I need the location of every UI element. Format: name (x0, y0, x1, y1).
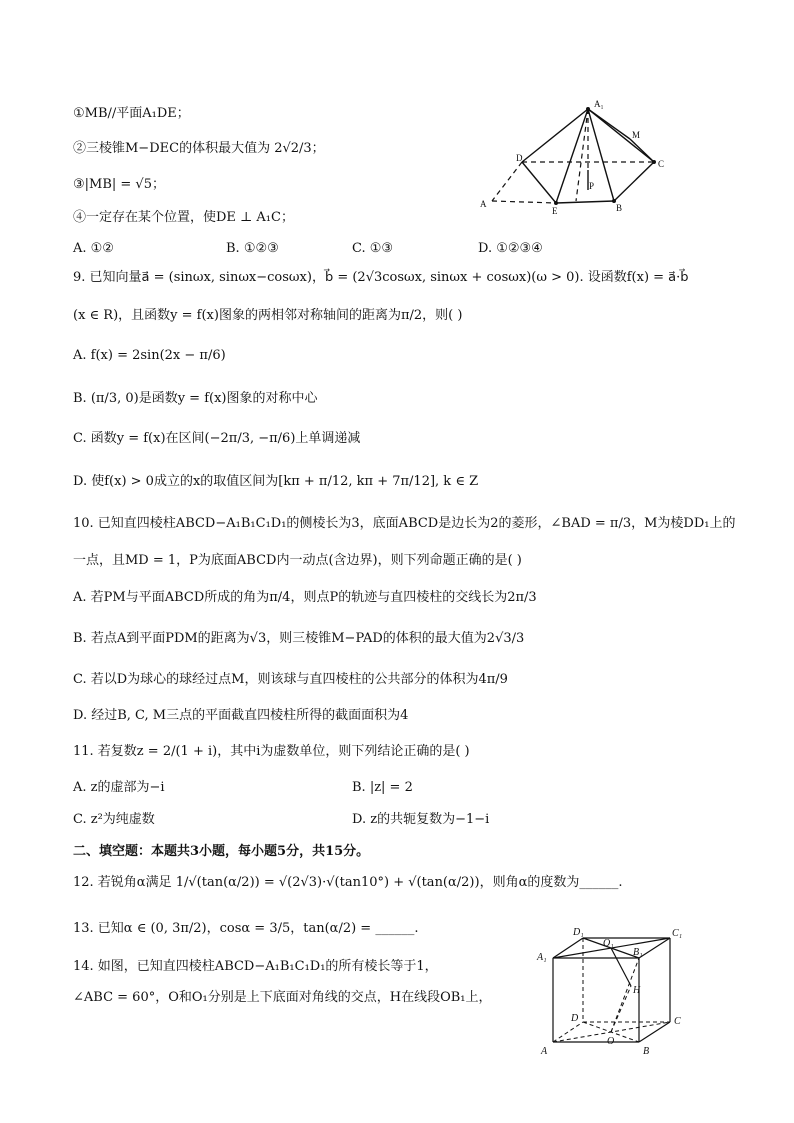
fig14-label-c: C (674, 1016, 681, 1027)
q12-stem: 12. 若锐角α满足 1/√(tan(α/2)) = √(2√3)·√(tan10°) + √(tan(α/2))，则角α的度数为______. (73, 875, 623, 890)
q10-option-b: B. 若点A到平面PDM的距离为√3，则三棱锥M−PAD的体积的最大值为2√3/3 (73, 631, 525, 646)
fig8-label-c: C (658, 159, 665, 169)
q8-option-b: B. ①②③ (226, 241, 279, 256)
fig8-label-a: A (480, 199, 487, 209)
q8-option-c: C. ①③ (352, 241, 394, 256)
q8-option-d: D. ①②③④ (478, 241, 543, 256)
fig8-label-p: P (589, 181, 595, 191)
q13-stem: 13. 已知α ∈ (0, 3π/2)，cosα = 3/5，tan(α/2) = ______. (73, 921, 419, 936)
q11-option-a: A. z的虚部为−i (73, 780, 165, 795)
q8-statement-3: ③|MB| = √5； (73, 177, 165, 192)
fig14-label-d: D (571, 1013, 579, 1024)
fig14-label-d1: D₁ (573, 927, 584, 938)
q8-statement-1: ①MB//平面A₁DE； (73, 106, 190, 121)
fig14-label-h: H (633, 985, 641, 996)
fig8-label-a1: A₁ (594, 99, 604, 109)
q10-option-c: C. 若以D为球心的球经过点M，则该球与直四棱柱的公共部分的体积为4π/9 (73, 672, 508, 687)
q14-stem-line2: ∠ABC = 60°，O和O₁分别是上下底面对角线的交点，H在线段OB₁上， (73, 990, 492, 1005)
fig8-label-d: D (516, 153, 523, 163)
q9-stem-line2: (x ∈ R)，且函数y = f(x)图象的两相邻对称轴间的距离为π/2，则( ) (73, 308, 463, 323)
fig8-label-b: B (616, 203, 623, 213)
fig14-label-o1: O₁ (603, 938, 614, 949)
fig8-label-m: M (632, 130, 641, 140)
fig14-label-a: A (541, 1046, 548, 1057)
q9-option-a: A. f(x) = 2sin(2x − π/6) (73, 348, 226, 363)
q10-stem-line2: 一点，且MD = 1，P为底面ABCD内一动点(含边界)，则下列命题正确的是( ) (73, 553, 522, 568)
q10-option-d: D. 经过B, C, M三点的平面截直四棱柱所得的截面面积为4 (73, 708, 409, 723)
q8-option-a: A. ①② (73, 241, 114, 256)
q10-option-a: A. 若PM与平面ABCD所成的角为π/4，则点P的轨迹与直四棱柱的交线长为2π/3 (73, 590, 537, 605)
q8-statement-2: ②三棱锥M−DEC的体积最大值为 2√2/3； (73, 141, 325, 156)
q11-option-d: D. z的共轭复数为−1−i (352, 812, 490, 827)
fig14-label-o: O (607, 1036, 615, 1047)
q8-statement-4: ④一定存在某个位置，使DE ⊥ A₁C； (73, 210, 294, 225)
section-heading-fill-in: 二、填空题：本题共3小题，每小题5分，共15分。 (73, 844, 370, 859)
q9-option-b: B. (π/3, 0)是函数y = f(x)图象的对称中心 (73, 391, 318, 406)
q10-stem-line1: 10. 已知直四棱柱ABCD−A₁B₁C₁D₁的侧棱长为3，底面ABCD是边长为2的菱形，∠BAD = π/3，M为棱DD₁上的 (73, 516, 736, 531)
fig14-label-a1: A₁ (537, 952, 547, 963)
q9-option-c: C. 函数y = f(x)在区间(−2π/3, −π/6)上单调递减 (73, 431, 361, 446)
q14-prism-figure (535, 920, 695, 1060)
fig14-label-c1: C₁ (672, 928, 683, 939)
q11-option-c: C. z²为纯虚数 (73, 812, 155, 827)
fig14-label-b: B (643, 1046, 650, 1057)
fig8-label-e: E (552, 206, 558, 216)
q11-option-b: B. |z| = 2 (352, 780, 413, 795)
fig14-label-b1: B₁ (633, 947, 643, 958)
q9-option-d: D. 使f(x) > 0成立的x的取值区间为[kπ + π/12, kπ + 7π/12], k ∈ Z (73, 474, 479, 489)
q9-stem-line1: 9. 已知向量a⃗ = (sinωx, sinωx−cosωx)，b⃗ = (2√3cosωx, sinωx + cosωx)(ω > 0). 设函数f(x) = a⃗·b⃗ (73, 270, 689, 285)
q11-stem: 11. 若复数z = 2/(1 + i)，其中i为虚数单位，则下列结论正确的是( ) (73, 744, 470, 759)
q8-pyramid-figure (470, 95, 680, 220)
q14-stem-line1: 14. 如图，已知直四棱柱ABCD−A₁B₁C₁D₁的所有棱长等于1， (73, 959, 438, 974)
